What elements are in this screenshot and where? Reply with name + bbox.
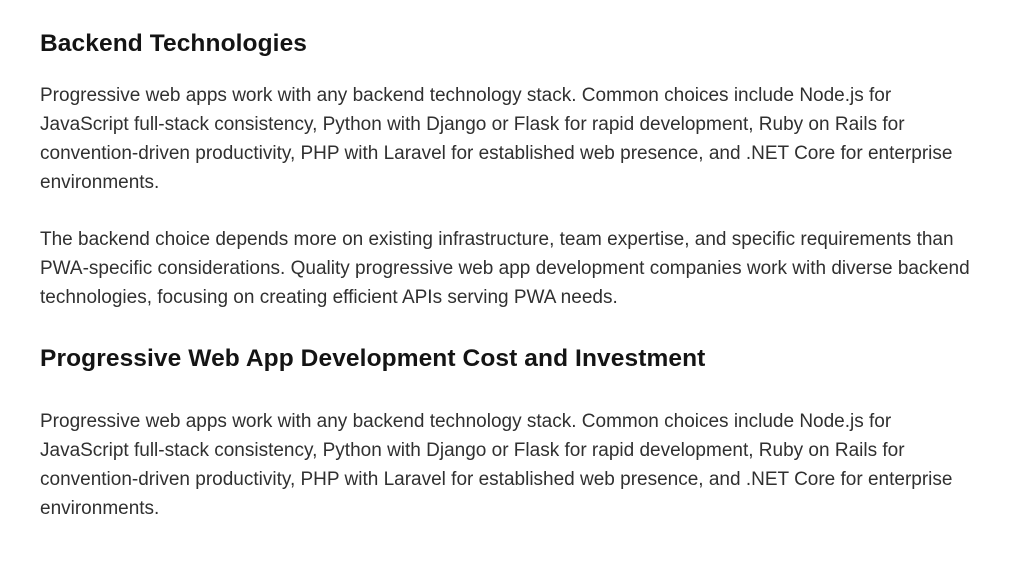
article (40, 28, 984, 523)
paragraph-backend-choice-factors: The backend choice depends more on existing infrastructure, team expertise, and specific requirements than PWA-specific considerations. Quality progressive web app development companies work with diverse backend technologies, focusing on creating efficient APIs serving PWA needs. (40, 228, 970, 308)
section-heading-backend-technologies: Backend Technologies (40, 30, 308, 57)
paragraph-cost-section-intro: Progressive web apps work with any backend technology stack. Common choices include Node.js for JavaScript full-stack consistency, Python with Django or Flask for rapid development, Ruby on Rails for convention-driven productivity, PHP with Laravel for established web presence, and .NET Core for enterprise environments. (40, 410, 953, 519)
paragraph-backend-stack-choices: Progressive web apps work with any backend technology stack. Common choices include Node.js for JavaScript full-stack consistency, Python with Django or Flask for rapid development, Ruby on Rails for convention-driven productivity, PHP with Laravel for established web presence, and .NET Core for enterprise environments. (40, 84, 953, 193)
section-heading-cost-and-investment: Progressive Web App Development Cost and Investment (40, 344, 706, 372)
